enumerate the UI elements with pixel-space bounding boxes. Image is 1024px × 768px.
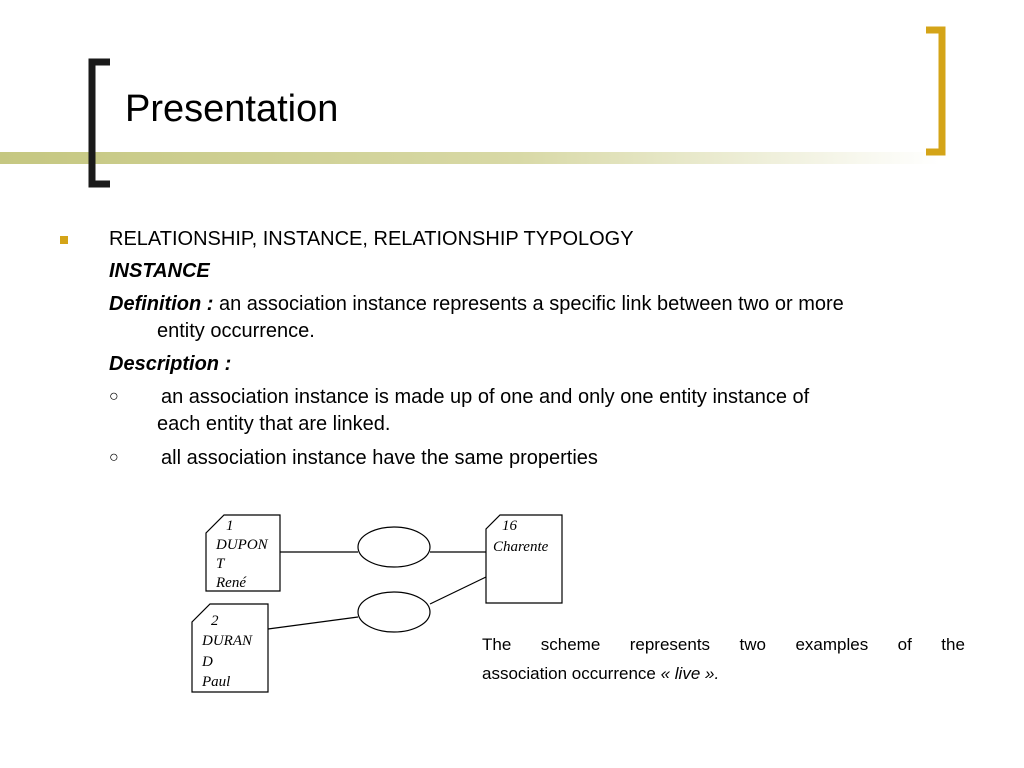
diagram-caption (482, 630, 965, 688)
description-item-1-line-2: each entity that are linked. (157, 413, 391, 435)
caption-word: two (739, 635, 766, 654)
charente-number: 16 (502, 518, 517, 534)
association-ellipse-top (358, 527, 430, 567)
caption-word: examples (795, 635, 869, 654)
definition-text-2: entity occurrence. (157, 320, 315, 342)
caption-word: the (941, 635, 965, 654)
durand-name-1: DURAN (202, 633, 252, 649)
description-label: Description : (109, 353, 232, 375)
caption-line-2 (482, 659, 965, 688)
association-ellipse-bottom (358, 592, 430, 632)
instance-label: INSTANCE (109, 260, 210, 282)
caption-line-1 (482, 630, 965, 659)
dupont-firstname: René (216, 575, 246, 591)
link-ellipse-to-charente-bottom (430, 577, 486, 604)
caption-word: of (897, 635, 912, 654)
dupont-number: 1 (226, 518, 234, 534)
caption-word: represents (629, 635, 711, 654)
definition-text-1: an association instance represents a specific link between two or more (219, 293, 844, 315)
circle-bullet-icon: ○ (109, 388, 119, 405)
caption-line-2-text: association occurrence (482, 664, 661, 683)
caption-word: The (482, 635, 512, 654)
charente-name: Charente (493, 539, 549, 555)
caption-word: scheme (540, 635, 601, 654)
caption-live-term: « live ». (660, 664, 720, 683)
description-item-1-line-1: an association instance is made up of one and only one entity instance of (161, 386, 810, 408)
durand-firstname: Paul (202, 674, 231, 690)
durand-number: 2 (211, 613, 219, 629)
dupont-name-2: T (216, 556, 225, 572)
link-durand-to-ellipse (268, 617, 358, 629)
definition-label: Definition : (109, 293, 214, 315)
entity-card-charente (486, 515, 562, 603)
dupont-name-1: DUPON (216, 537, 268, 553)
bullet-heading: RELATIONSHIP, INSTANCE, RELATIONSHIP TYPOLOGY (109, 228, 634, 250)
durand-name-2: D (202, 654, 213, 670)
slide-title: Presentation (125, 88, 339, 130)
circle-bullet-icon: ○ (109, 449, 119, 466)
description-item-2: all association instance have the same properties (161, 447, 598, 469)
